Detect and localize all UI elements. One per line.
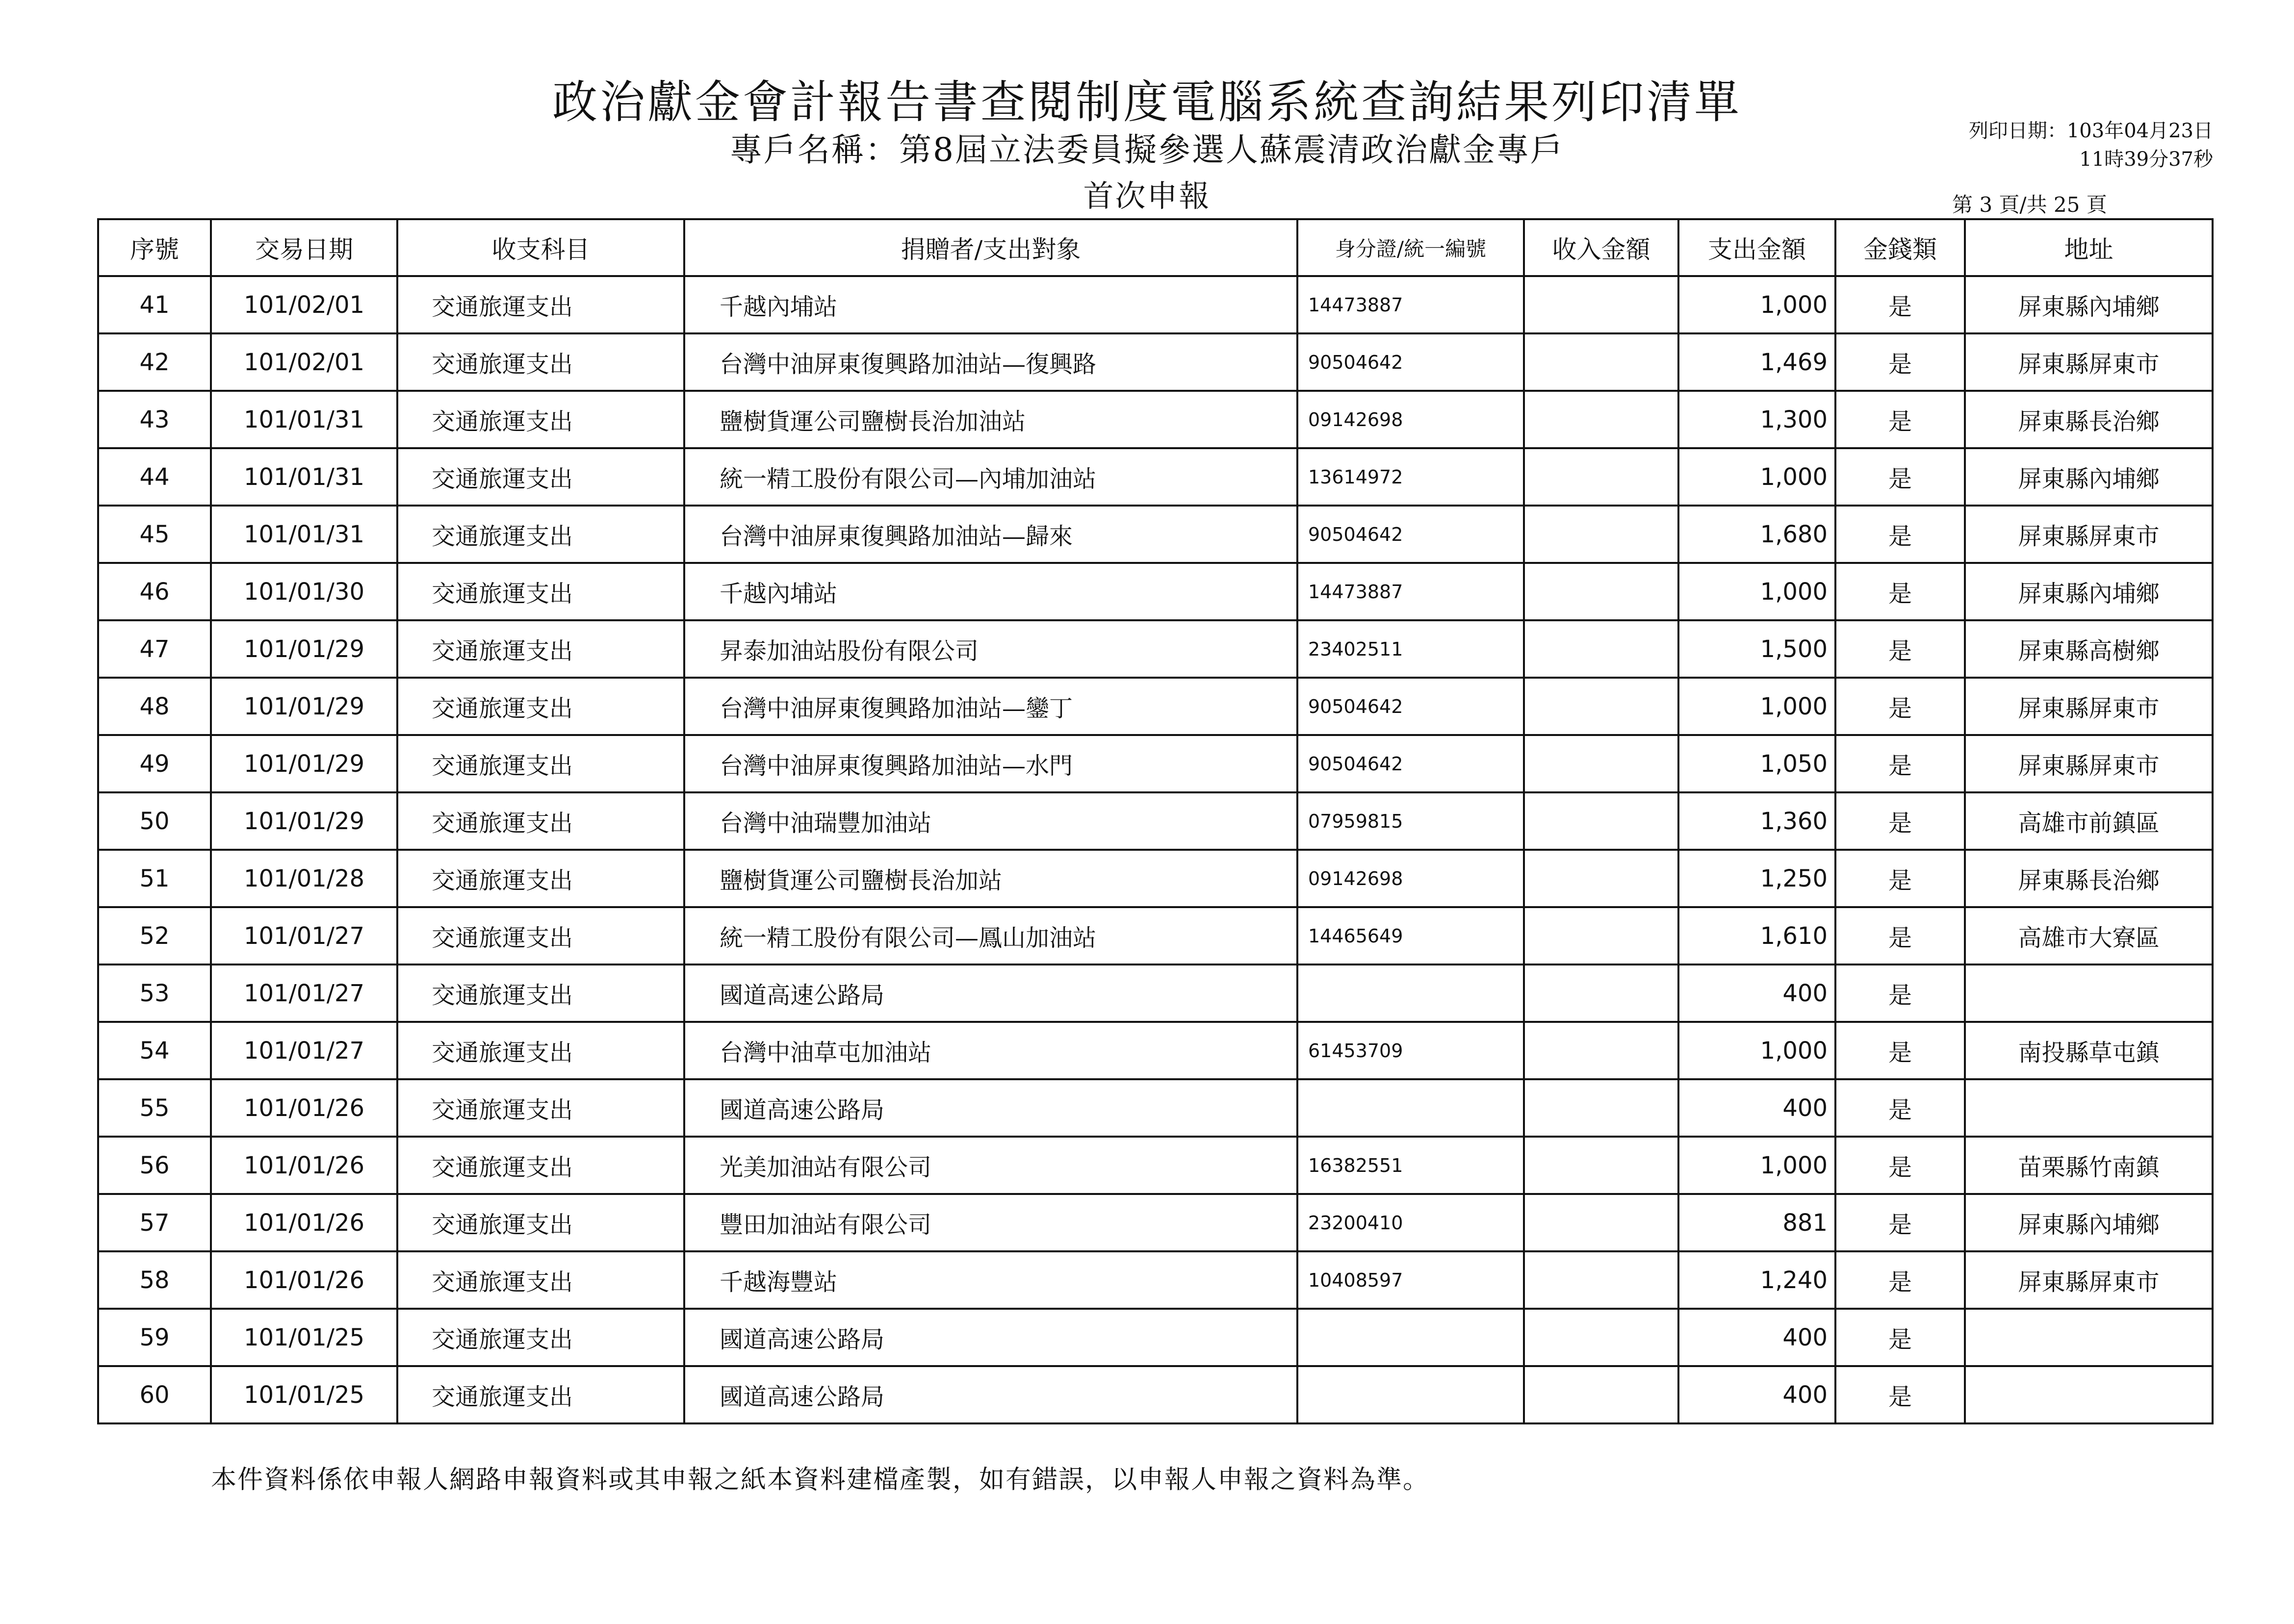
payee-cell: 台灣中油屏東復興路加油站—水門 [684,735,1297,792]
address-cell: 屏東縣長治鄉 [1965,391,2213,448]
id-number-cell [1297,1079,1524,1137]
transaction-date: 101/02/01 [211,276,397,333]
cash-type-cell: 是 [1835,1251,1965,1309]
expense-amount-cell: 1,000 [1678,1022,1835,1079]
payee-cell: 昇泰加油站股份有限公司 [684,620,1297,678]
category-cell: 交通旅運支出 [397,1366,684,1423]
expense-amount-cell: 1,300 [1678,391,1835,448]
expense-amount-cell: 1,240 [1678,1251,1835,1309]
transaction-date: 101/01/25 [211,1309,397,1366]
transaction-date: 101/01/27 [211,1022,397,1079]
category-cell: 交通旅運支出 [397,1079,684,1137]
address-cell: 屏東縣屏東市 [1965,506,2213,563]
table-header-row [98,219,2213,276]
transaction-date: 101/01/27 [211,964,397,1022]
col-header-date: 交易日期 [211,219,397,276]
category-cell: 交通旅運支出 [397,1251,684,1309]
address-cell: 屏東縣屏東市 [1965,1251,2213,1309]
transaction-date: 101/01/26 [211,1079,397,1137]
table-row [98,620,2213,678]
address-cell: 苗栗縣竹南鎮 [1965,1137,2213,1194]
table-row [98,1079,2213,1137]
payee-cell: 台灣中油瑞豐加油站 [684,792,1297,850]
category-cell: 交通旅運支出 [397,333,684,391]
expense-amount-cell: 1,000 [1678,448,1835,506]
cash-type-cell: 是 [1835,391,1965,448]
row-number: 47 [98,620,211,678]
table-row [98,964,2213,1022]
address-cell: 屏東縣內埔鄉 [1965,1194,2213,1251]
payee-cell: 統一精工股份有限公司—內埔加油站 [684,448,1297,506]
payee-cell: 鹽樹貨運公司鹽樹長治加油站 [684,391,1297,448]
expense-amount-cell: 1,000 [1678,678,1835,735]
category-cell: 交通旅運支出 [397,1194,684,1251]
address-cell: 屏東縣長治鄉 [1965,850,2213,907]
id-number-cell: 14473887 [1297,563,1524,620]
payee-cell: 國道高速公路局 [684,1309,1297,1366]
id-number-cell: 07959815 [1297,792,1524,850]
income-amount-cell [1524,907,1678,964]
cash-type-cell: 是 [1835,792,1965,850]
row-number: 58 [98,1251,211,1309]
row-number: 59 [98,1309,211,1366]
payee-cell: 國道高速公路局 [684,1366,1297,1423]
table-body [98,276,2213,1423]
income-amount-cell [1524,563,1678,620]
cash-type-cell: 是 [1835,964,1965,1022]
payee-cell: 台灣中油屏東復興路加油站—歸來 [684,506,1297,563]
income-amount-cell [1524,391,1678,448]
transaction-date: 101/01/25 [211,1366,397,1423]
category-cell: 交通旅運支出 [397,391,684,448]
transaction-date: 101/02/01 [211,333,397,391]
id-number-cell [1297,964,1524,1022]
id-number-cell: 61453709 [1297,1022,1524,1079]
payee-cell: 台灣中油屏東復興路加油站—復興路 [684,333,1297,391]
payee-cell: 光美加油站有限公司 [684,1137,1297,1194]
transaction-date: 101/01/27 [211,907,397,964]
expense-amount-cell: 400 [1678,1079,1835,1137]
table-row [98,1137,2213,1194]
table-row [98,448,2213,506]
table-row [98,506,2213,563]
row-number: 54 [98,1022,211,1079]
row-number: 52 [98,907,211,964]
id-number-cell: 90504642 [1297,678,1524,735]
income-amount-cell [1524,506,1678,563]
category-cell: 交通旅運支出 [397,735,684,792]
print-info [1969,117,2213,174]
col-header-category: 收支科目 [397,219,684,276]
row-number: 55 [98,1079,211,1137]
row-number: 48 [98,678,211,735]
address-cell: 屏東縣內埔鄉 [1965,448,2213,506]
footer-note: 本件資料係依申報人網路申報資料或其申報之紙本資料建檔產製，如有錯誤，以申報人申報之資料為準。 [211,1465,1430,1495]
payee-cell: 千越內埔站 [684,563,1297,620]
cash-type-cell: 是 [1835,620,1965,678]
transaction-date: 101/01/26 [211,1137,397,1194]
transactions-table [97,218,2214,1424]
row-number: 42 [98,333,211,391]
row-number: 60 [98,1366,211,1423]
cash-type-cell: 是 [1835,333,1965,391]
income-amount-cell [1524,964,1678,1022]
expense-amount-cell: 1,000 [1678,1137,1835,1194]
category-cell: 交通旅運支出 [397,506,684,563]
id-number-cell: 90504642 [1297,333,1524,391]
expense-amount-cell: 400 [1678,964,1835,1022]
cash-type-cell: 是 [1835,907,1965,964]
payee-cell: 千越海豐站 [684,1251,1297,1309]
category-cell: 交通旅運支出 [397,907,684,964]
category-cell: 交通旅運支出 [397,850,684,907]
income-amount-cell [1524,1251,1678,1309]
id-number-cell: 13614972 [1297,448,1524,506]
income-amount-cell [1524,1137,1678,1194]
expense-amount-cell: 881 [1678,1194,1835,1251]
income-amount-cell [1524,1194,1678,1251]
transaction-date: 101/01/30 [211,563,397,620]
address-cell: 高雄市前鎮區 [1965,792,2213,850]
payee-cell: 千越內埔站 [684,276,1297,333]
cash-type-cell: 是 [1835,1194,1965,1251]
cash-type-cell: 是 [1835,678,1965,735]
id-number-cell: 14473887 [1297,276,1524,333]
expense-amount-cell: 1,469 [1678,333,1835,391]
id-number-cell [1297,1366,1524,1423]
payee-cell: 統一精工股份有限公司—鳳山加油站 [684,907,1297,964]
transaction-date: 101/01/29 [211,620,397,678]
print-date: 列印日期：103年04月23日 [1968,120,2213,142]
cash-type-cell: 是 [1835,735,1965,792]
id-number-cell: 16382551 [1297,1137,1524,1194]
income-amount-cell [1524,678,1678,735]
row-number: 53 [98,964,211,1022]
transaction-date: 101/01/31 [211,448,397,506]
id-number-cell: 90504642 [1297,735,1524,792]
row-number: 44 [98,448,211,506]
expense-amount-cell: 1,610 [1678,907,1835,964]
table-row [98,276,2213,333]
category-cell: 交通旅運支出 [397,276,684,333]
row-number: 43 [98,391,211,448]
address-cell: 高雄市大寮區 [1965,907,2213,964]
income-amount-cell [1524,333,1678,391]
address-cell: 南投縣草屯鎮 [1965,1022,2213,1079]
category-cell: 交通旅運支出 [397,1022,684,1079]
id-number-cell [1297,1309,1524,1366]
address-cell [1965,1366,2213,1423]
print-time: 11時39分37秒 [2079,148,2213,171]
payee-cell: 台灣中油草屯加油站 [684,1022,1297,1079]
address-cell: 屏東縣屏東市 [1965,735,2213,792]
table-row [98,907,2213,964]
expense-amount-cell: 1,000 [1678,276,1835,333]
expense-amount-cell: 1,050 [1678,735,1835,792]
cash-type-cell: 是 [1835,276,1965,333]
row-number: 57 [98,1194,211,1251]
table-row [98,735,2213,792]
income-amount-cell [1524,1022,1678,1079]
income-amount-cell [1524,620,1678,678]
col-header-cash: 金錢類 [1835,219,1965,276]
cash-type-cell: 是 [1835,1137,1965,1194]
col-header-no: 序號 [98,219,211,276]
address-cell: 屏東縣屏東市 [1965,678,2213,735]
account-name: 專戶名稱：第8屆立法委員擬參選人蘇震清政治獻金專戶 [730,131,1564,169]
col-header-expense: 支出金額 [1678,219,1835,276]
income-amount-cell [1524,735,1678,792]
cash-type-cell: 是 [1835,563,1965,620]
id-number-cell: 14465649 [1297,907,1524,964]
income-amount-cell [1524,792,1678,850]
category-cell: 交通旅運支出 [397,964,684,1022]
id-number-cell: 10408597 [1297,1251,1524,1309]
expense-amount-cell: 400 [1678,1366,1835,1423]
income-amount-cell [1524,1366,1678,1423]
expense-amount-cell: 1,500 [1678,620,1835,678]
address-cell [1965,1309,2213,1366]
transaction-date: 101/01/31 [211,391,397,448]
row-number: 41 [98,276,211,333]
address-cell: 屏東縣內埔鄉 [1965,563,2213,620]
category-cell: 交通旅運支出 [397,678,684,735]
income-amount-cell [1524,1079,1678,1137]
page-indicator: 第 3 頁/共 25 頁 [1952,193,2107,217]
table-row [98,792,2213,850]
income-amount-cell [1524,448,1678,506]
row-number: 49 [98,735,211,792]
id-number-cell: 23200410 [1297,1194,1524,1251]
cash-type-cell: 是 [1835,1022,1965,1079]
table-row [98,391,2213,448]
expense-amount-cell: 1,000 [1678,563,1835,620]
col-header-address: 地址 [1965,219,2213,276]
table-row [98,850,2213,907]
expense-amount-cell: 1,360 [1678,792,1835,850]
id-number-cell: 90504642 [1297,506,1524,563]
income-amount-cell [1524,1309,1678,1366]
id-number-cell: 09142698 [1297,850,1524,907]
address-cell [1965,1079,2213,1137]
transaction-date: 101/01/29 [211,792,397,850]
transaction-date: 101/01/29 [211,678,397,735]
category-cell: 交通旅運支出 [397,792,684,850]
category-cell: 交通旅運支出 [397,1137,684,1194]
row-number: 56 [98,1137,211,1194]
report-type: 首次申報 [1083,178,1211,214]
col-header-id: 身分證/統一編號 [1297,219,1524,276]
address-cell [1965,964,2213,1022]
expense-amount-cell: 400 [1678,1309,1835,1366]
table-row [98,1022,2213,1079]
table-row [98,1194,2213,1251]
address-cell: 屏東縣內埔鄉 [1965,276,2213,333]
table-row [98,1251,2213,1309]
row-number: 50 [98,792,211,850]
payee-cell: 台灣中油屏東復興路加油站—鑾丁 [684,678,1297,735]
category-cell: 交通旅運支出 [397,448,684,506]
row-number: 45 [98,506,211,563]
cash-type-cell: 是 [1835,448,1965,506]
cash-type-cell: 是 [1835,1079,1965,1137]
expense-amount-cell: 1,680 [1678,506,1835,563]
address-cell: 屏東縣屏東市 [1965,333,2213,391]
document-title: 政治獻金會計報告書查閱制度電腦系統查詢結果列印清單 [552,76,1742,128]
table-row [98,1309,2213,1366]
transaction-date: 101/01/28 [211,850,397,907]
category-cell: 交通旅運支出 [397,563,684,620]
payee-cell: 豐田加油站有限公司 [684,1194,1297,1251]
col-header-income: 收入金額 [1524,219,1678,276]
cash-type-cell: 是 [1835,850,1965,907]
id-number-cell: 23402511 [1297,620,1524,678]
transaction-date: 101/01/26 [211,1251,397,1309]
table-row [98,678,2213,735]
transaction-date: 101/01/26 [211,1194,397,1251]
payee-cell: 鹽樹貨運公司鹽樹長治加站 [684,850,1297,907]
cash-type-cell: 是 [1835,1309,1965,1366]
transaction-date: 101/01/31 [211,506,397,563]
category-cell: 交通旅運支出 [397,1309,684,1366]
table-row [98,1366,2213,1423]
id-number-cell: 09142698 [1297,391,1524,448]
expense-amount-cell: 1,250 [1678,850,1835,907]
payee-cell: 國道高速公路局 [684,1079,1297,1137]
row-number: 46 [98,563,211,620]
transaction-date: 101/01/29 [211,735,397,792]
table-row [98,333,2213,391]
cash-type-cell: 是 [1835,506,1965,563]
col-header-payee: 捐贈者/支出對象 [684,219,1297,276]
address-cell: 屏東縣高樹鄉 [1965,620,2213,678]
row-number: 51 [98,850,211,907]
table-row [98,563,2213,620]
payee-cell: 國道高速公路局 [684,964,1297,1022]
cash-type-cell: 是 [1835,1366,1965,1423]
income-amount-cell [1524,850,1678,907]
category-cell: 交通旅運支出 [397,620,684,678]
income-amount-cell [1524,276,1678,333]
